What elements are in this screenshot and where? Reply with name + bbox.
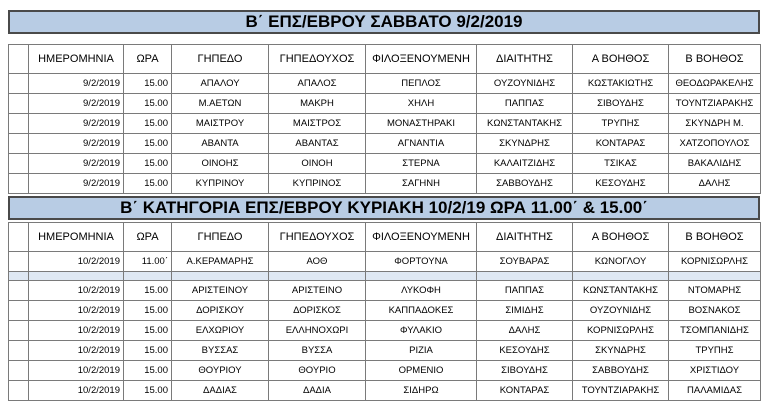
section2-title: Β΄ ΚΑΤΗΓΟΡΙΑ ΕΠΣ/ΕΒΡΟΥ ΚΥΡΙΑΚΗ 10/2/19 ΩΡΑ 11.00΄ & 15.00΄	[8, 196, 760, 220]
table-cell: 9/2/2019	[29, 154, 124, 174]
table-cell: 9/2/2019	[29, 114, 124, 134]
table-cell: 10/2/2019	[29, 321, 124, 341]
table-cell: ΠΑΠΠΑΣ	[477, 94, 573, 114]
table-cell: 10/2/2019	[29, 252, 124, 272]
table-cell: 15.00	[124, 321, 172, 341]
table-cell: 10/2/2019	[29, 381, 124, 401]
row-marker	[9, 74, 29, 94]
table-cell: 9/2/2019	[29, 94, 124, 114]
table-cell: ΟΙΝΟΗ	[269, 154, 366, 174]
table-cell: ΤΣΟΜΠΑΝΙΔΗΣ	[669, 321, 761, 341]
column-header: Β ΒΟΗΘΟΣ	[669, 45, 761, 74]
column-header: ΩΡΑ	[124, 45, 172, 74]
table-row	[9, 252, 761, 272]
section1-title: Β΄ ΕΠΣ/ΕΒΡΟΥ ΣΑΒΒΑΤΟ 9/2/2019	[8, 10, 760, 34]
table-cell: ΣΑΓΗΝΗ	[366, 174, 477, 194]
row-marker	[9, 154, 29, 174]
table-cell: ΚΟΡΝΙΣΩΡΛΗΣ	[669, 252, 761, 272]
column-header: Α ΒΟΗΘΟΣ	[573, 223, 669, 252]
column-header: ΩΡΑ	[124, 223, 172, 252]
table-cell: ΑΡΙΣΤΕΙΝΟΥ	[172, 281, 269, 301]
section2-table	[8, 222, 761, 401]
table-cell: ΔΟΡΙΣΚΟΣ	[269, 301, 366, 321]
table-cell: ΜΟΝΑΣΤΗΡΑΚΙ	[366, 114, 477, 134]
table-cell: ΚΥΠΡΙΝΟΥ	[172, 174, 269, 194]
table-cell: ΦΥΛΑΚΙΟ	[366, 321, 477, 341]
table-cell: 15.00	[124, 361, 172, 381]
table-cell: ΟΙΝΟΗΣ	[172, 154, 269, 174]
table-cell: ΚΟΝΤΑΡΑΣ	[573, 134, 669, 154]
table-cell: ΚΑΠΠΑΔΟΚΕΣ	[366, 301, 477, 321]
table-row	[9, 361, 761, 381]
table-row	[9, 154, 761, 174]
column-header: ΓΗΠΕΔΟ	[172, 45, 269, 74]
table-cell: ΕΛΛΗΝΟΧΩΡΙ	[269, 321, 366, 341]
table-cell: ΡΙΖΙΑ	[366, 341, 477, 361]
table-row	[9, 301, 761, 321]
row-marker	[9, 341, 29, 361]
table-cell: ΒΥΣΣΑΣ	[172, 341, 269, 361]
table-cell: ΟΡΜΕΝΙΟ	[366, 361, 477, 381]
table-cell: ΟΥΖΟΥΝΙΔΗΣ	[573, 301, 669, 321]
row-marker	[9, 94, 29, 114]
table-cell: 15.00	[124, 301, 172, 321]
table-row	[9, 74, 761, 94]
table-cell: ΣΚΥΝΔΡΗΣ	[477, 134, 573, 154]
table-cell: ΣΟΥΒΑΡΑΣ	[477, 252, 573, 272]
header-row	[9, 45, 761, 74]
row-marker	[9, 114, 29, 134]
table-cell: ΚΩΣΤΑΚΙΩΤΗΣ	[573, 74, 669, 94]
row-marker-header	[9, 45, 29, 74]
table-row	[9, 341, 761, 361]
spacer-cell	[29, 272, 124, 281]
table-cell: ΜΑΙΣΤΡΟΣ	[269, 114, 366, 134]
table-cell: 10/2/2019	[29, 301, 124, 321]
spacer-cell	[669, 272, 761, 281]
row-marker	[9, 281, 29, 301]
table-cell: ΧΑΤΖΟΠΟΥΛΟΣ	[669, 134, 761, 154]
column-header: ΓΗΠΕΔΟ	[172, 223, 269, 252]
row-marker	[9, 134, 29, 154]
table-row	[9, 321, 761, 341]
table-cell: ΘΕΟΔΩΡΑΚΕΛΗΣ	[669, 74, 761, 94]
table-cell: 10/2/2019	[29, 361, 124, 381]
table-cell: ΣΤΕΡΝΑ	[366, 154, 477, 174]
row-marker	[9, 361, 29, 381]
table-cell: 15.00	[124, 381, 172, 401]
table-cell: ΒΑΚΑΛΙΔΗΣ	[669, 154, 761, 174]
table-cell: 15.00	[124, 114, 172, 134]
table-cell: ΣΑΒΒΟΥΔΗΣ	[573, 361, 669, 381]
table-cell: ΚΩΝΣΤΑΝΤΑΚΗΣ	[573, 281, 669, 301]
spacer-cell	[366, 272, 477, 281]
row-marker	[9, 301, 29, 321]
table-cell: ΚΑΛΑΙΤΖΙΔΗΣ	[477, 154, 573, 174]
table-cell: ΘΟΥΡΙΟΥ	[172, 361, 269, 381]
table-cell: ΑΡΙΣΤΕΙΝΟ	[269, 281, 366, 301]
table-cell: ΑΠΑΛΟΥ	[172, 74, 269, 94]
table-cell: 9/2/2019	[29, 174, 124, 194]
table-cell: 15.00	[124, 174, 172, 194]
table-cell: Α.ΚΕΡΑΜΑΡΗΣ	[172, 252, 269, 272]
column-header: ΓΗΠΕΔΟΥΧΟΣ	[269, 223, 366, 252]
table-cell: ΚΟΝΤΑΡΑΣ	[477, 381, 573, 401]
table-cell: 15.00	[124, 134, 172, 154]
table-cell: ΒΟΣΝΑΚΟΣ	[669, 301, 761, 321]
table-row	[9, 174, 761, 194]
section1-table	[8, 44, 761, 194]
table-cell: ΑΒΑΝΤΑ	[172, 134, 269, 154]
table-cell: 15.00	[124, 281, 172, 301]
table-row	[9, 281, 761, 301]
table-cell: ΣΚΥΝΔΡΗΣ	[573, 341, 669, 361]
table-cell: ΔΑΛΗΣ	[669, 174, 761, 194]
table-cell: 15.00	[124, 154, 172, 174]
table-row	[9, 381, 761, 401]
table-cell: ΣΙΒΟΥΔΗΣ	[573, 94, 669, 114]
table-cell: ΑΓΝΑΝΤΙΑ	[366, 134, 477, 154]
column-header: ΗΜΕΡΟΜΗΝΙΑ	[29, 223, 124, 252]
table-cell: ΚΕΣΟΥΔΗΣ	[477, 341, 573, 361]
table-cell: ΧΡΙΣΤΙΔΟΥ	[669, 361, 761, 381]
spacer-cell	[172, 272, 269, 281]
table-cell: ΑΒΑΝΤΑΣ	[269, 134, 366, 154]
table-cell: ΣΚΥΝΔΡΗ Μ.	[669, 114, 761, 134]
row-marker	[9, 321, 29, 341]
table-cell: ΚΩΝΟΓΛΟΥ	[573, 252, 669, 272]
table-cell: ΧΗΛΗ	[366, 94, 477, 114]
column-header: ΦΙΛΟΞΕΝΟΥΜΕΝΗ	[366, 45, 477, 74]
table-row	[9, 114, 761, 134]
table-cell: ΔΑΔΙΑΣ	[172, 381, 269, 401]
column-header: ΓΗΠΕΔΟΥΧΟΣ	[269, 45, 366, 74]
table-cell: ΑΠΑΛΟΣ	[269, 74, 366, 94]
spacer-row	[9, 272, 761, 281]
table-cell: ΣΑΒΒΟΥΔΗΣ	[477, 174, 573, 194]
column-header: Β ΒΟΗΘΟΣ	[669, 223, 761, 252]
table-cell: ΑΟΘ	[269, 252, 366, 272]
table-cell: ΤΣΙΚΑΣ	[573, 154, 669, 174]
table-cell: ΒΥΣΣΑ	[269, 341, 366, 361]
table-cell: ΤΟΥΝΤΖΙΑΡΑΚΗΣ	[573, 381, 669, 401]
table-cell: ΔΑΔΙΑ	[269, 381, 366, 401]
table-cell: ΕΛΧΩΡΙΟΥ	[172, 321, 269, 341]
table-cell: ΤΡΥΠΗΣ	[573, 114, 669, 134]
table-cell: 10/2/2019	[29, 281, 124, 301]
table-cell: ΔΟΡΙΣΚΟΥ	[172, 301, 269, 321]
table-cell: ΛΥΚΟΦΗ	[366, 281, 477, 301]
table-cell: 11.00΄	[124, 252, 172, 272]
column-header: Α ΒΟΗΘΟΣ	[573, 45, 669, 74]
table-cell: ΠΕΠΛΟΣ	[366, 74, 477, 94]
table-cell: ΝΤΟΜΑΡΗΣ	[669, 281, 761, 301]
table-cell: ΘΟΥΡΙΟ	[269, 361, 366, 381]
column-header: ΔΙΑΙΤΗΤΗΣ	[477, 45, 573, 74]
table-row	[9, 134, 761, 154]
table-cell: ΤΟΥΝΤΖΙΑΡΑΚΗΣ	[669, 94, 761, 114]
table-cell: ΚΩΝΣΤΑΝΤΑΚΗΣ	[477, 114, 573, 134]
table-cell: 15.00	[124, 94, 172, 114]
table-cell: 9/2/2019	[29, 134, 124, 154]
column-header: ΗΜΕΡΟΜΗΝΙΑ	[29, 45, 124, 74]
table-cell: ΤΡΥΠΗΣ	[669, 341, 761, 361]
table-cell: 15.00	[124, 74, 172, 94]
row-marker	[9, 174, 29, 194]
table-cell: 10/2/2019	[29, 341, 124, 361]
row-marker	[9, 252, 29, 272]
spacer-cell	[9, 272, 29, 281]
table-cell: ΚΟΡΝΙΣΩΡΛΗΣ	[573, 321, 669, 341]
table-cell: ΦΟΡΤΟΥΝΑ	[366, 252, 477, 272]
table-cell: ΜΑΚΡΗ	[269, 94, 366, 114]
table-cell: 9/2/2019	[29, 74, 124, 94]
header-row	[9, 223, 761, 252]
table-cell: 15.00	[124, 341, 172, 361]
column-header: ΦΙΛΟΞΕΝΟΥΜΕΝΗ	[366, 223, 477, 252]
table-cell: ΣΙΜΙΔΗΣ	[477, 301, 573, 321]
row-marker	[9, 381, 29, 401]
table-cell: ΚΕΣΟΥΔΗΣ	[573, 174, 669, 194]
table-cell: ΠΑΠΠΑΣ	[477, 281, 573, 301]
table-cell: Μ.ΑΕΤΩΝ	[172, 94, 269, 114]
table-cell: ΟΥΖΟΥΝΙΔΗΣ	[477, 74, 573, 94]
row-marker-header	[9, 223, 29, 252]
spacer-cell	[573, 272, 669, 281]
table-cell: ΜΑΙΣΤΡΟΥ	[172, 114, 269, 134]
spacer-cell	[477, 272, 573, 281]
table-cell: ΠΑΛΑΜΙΔΑΣ	[669, 381, 761, 401]
table-cell: ΚΥΠΡΙΝΟΣ	[269, 174, 366, 194]
table-row	[9, 94, 761, 114]
table-cell: ΔΑΛΗΣ	[477, 321, 573, 341]
spacer-cell	[124, 272, 172, 281]
spacer-cell	[269, 272, 366, 281]
table-cell: ΣΙΔΗΡΩ	[366, 381, 477, 401]
table-cell: ΣΙΒΟΥΔΗΣ	[477, 361, 573, 381]
column-header: ΔΙΑΙΤΗΤΗΣ	[477, 223, 573, 252]
